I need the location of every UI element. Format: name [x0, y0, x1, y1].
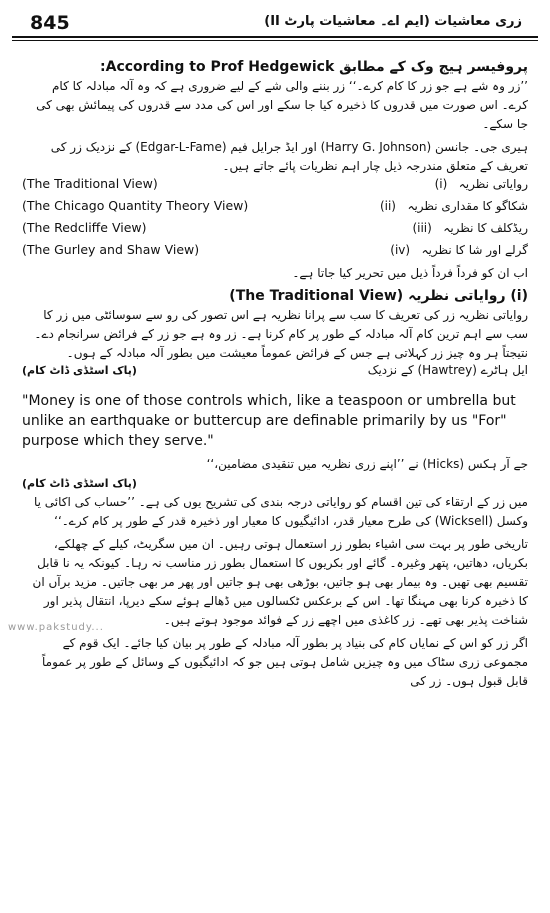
view-english: (The Gurley and Shaw View) [22, 242, 200, 257]
view-number: (ii) [379, 199, 396, 213]
page-number: 845 [30, 12, 70, 34]
johnson-paragraph: ہیری جی۔ جانسن (Harry G. Johnson) اور ایڈ جرایل فیم (Edgar-L-Fame) کے نزدیک زر کی تعریف کے متعلق مندرجہ ذیل چار اہم نظریات پائے جاتے ہیں۔ [50, 140, 528, 173]
view-number: (iv) [390, 243, 411, 257]
hawtrey-quote: "Money is one of those controls which, like a teaspoon or umbrella but unlike an earthquake or buttercup are definable primarily by us "For" purpose which they serve." [22, 393, 516, 449]
view-urdu: روایاتی نظریہ [458, 177, 528, 191]
views-list [22, 176, 528, 264]
view-english: (The Traditional View) [22, 176, 158, 191]
traditional-paragraph: روایاتی نظریہ زر کی تعریف کا سب سے پرانا نظریہ ہے اس تصور کی رو سے سوسائٹی میں زر کا سب سے اہم ترین کام آلہ مبادلہ کے طور پر کام کرنا ہے۔ زر وہ ہے جو زر کے فرائض سرانجام دے۔ نتیجتاً ہر وہ چیز زر کہلاتی ہے جس کے فرائض عموماً معیشت میں بطور آلہ مبادلہ کے ہوں۔ [34, 308, 528, 360]
watermark: www.pakstudy... [8, 622, 104, 633]
view-item [22, 198, 528, 220]
view-urdu: ریڈکلف کا نظریہ [443, 221, 528, 235]
header-rule [12, 36, 538, 38]
hawtrey-intro: ایل ہاٹرے (Hawtrey) کے نزدیک [367, 363, 528, 377]
closing-paragraph: اگر زر کو اس کے نمایاں کام کی بنیاد پر بطور آلہ مبادلہ کے طور پر بیان کیا جائے۔ ایک قوم کے مجموعی زری سٹاک میں وہ چیزیں شامل ہوتی ہیں جو کہ ادائیگیوں کے وسائل کے طور پر عموماً قابل قبول ہوں۔ زر کی [41, 636, 528, 688]
hicks-paragraph: میں زر کے ارتقاء کی تین اقسام کو روایاتی درجہ بندی کی تشریح یوں کی ہے۔ ’’حساب کی اکائی یا وکسل (Wicksell) کی طرح معیار قدر، ادائیگیوں کا معیار اور ذخیرہ قدر کے طور پر کام کرے۔‘‘ [33, 495, 528, 528]
source-stamp: (پاک اسٹڈی ڈاٹ کام) [22, 364, 137, 377]
view-english: (The Redcliffe View) [22, 220, 147, 235]
running-title: زری معاشیات (ایم اے۔ معاشیات پارٹ II) [264, 14, 522, 29]
view-item [22, 176, 528, 198]
header-rule-thin [12, 40, 538, 41]
view-item [22, 242, 528, 264]
view-urdu: شکاگو کا مقداری نظریہ [407, 199, 528, 213]
traditional-heading: (i) روایاتی نظریہ (The Traditional View) [229, 288, 528, 304]
view-urdu: گرلے اور شا کا نظریہ [421, 243, 528, 257]
hawtrey-line [22, 363, 528, 385]
source-stamp: (پاک اسٹڈی ڈاٹ کام) [22, 477, 137, 490]
page-body [22, 58, 528, 691]
hedgewick-heading: پروفیسر ہیج وک کے مطابق According to Prof Hedgewick: [100, 59, 528, 75]
view-item [22, 220, 528, 242]
hedgewick-paragraph: ’’زر وہ شے ہے جو زر کا کام کرے۔‘‘ زر بننے والی شے کے لیے ضروری ہے کہ وہ آلہ مبادلہ کا کام کرے۔ اس صورت میں قدروں کا ذخیرہ کیا جا سکے اور اس کی مدد سے قدروں کی پیمائش بھی کی جا سکے۔ [36, 79, 528, 131]
history-paragraph: تاریخی طور پر بہت سی اشیاء بطور زر استعمال ہوتی رہیں۔ ان میں سگریٹ، کیلے کے چھلکے، بکریاں، دھاتیں، پتھر وغیرہ۔ گائے اور بکریوں کا استعمال بطور زر مناسب نہ رہا۔ کیونکہ یہ نا قابل تقسیم بھی تھیں۔ وہ بیمار بھی ہو جاتیں، بوڑھی بھی ہو جاتیں اور پھر مر بھی جاتیں۔ مزید برآں ان کا ذخیرہ کرنا بھی مہنگا تھا۔ اس کے برعکس ٹکسالوں میں ڈھالے ہوئے سکے دیرپا، انتقال پذیر اور شناخت پذیر بھی تھے۔ زر کاغذی میں اچھے زر کے فوائد موجود ہوتے ہیں۔ [32, 537, 528, 627]
hicks-line: جے آر ہکس (Hicks) نے ’’اپنے زری نظریہ میں تنقیدی مضامین،‘‘ [206, 457, 528, 471]
view-english: (The Chicago Quantity Theory View) [22, 198, 249, 213]
page-header [0, 8, 550, 38]
view-number: (iii) [412, 221, 432, 235]
view-number: (i) [434, 177, 448, 191]
views-note: اب ان کو فرداً فرداً ذیل میں تحریر کیا جاتا ہے۔ [292, 266, 528, 280]
